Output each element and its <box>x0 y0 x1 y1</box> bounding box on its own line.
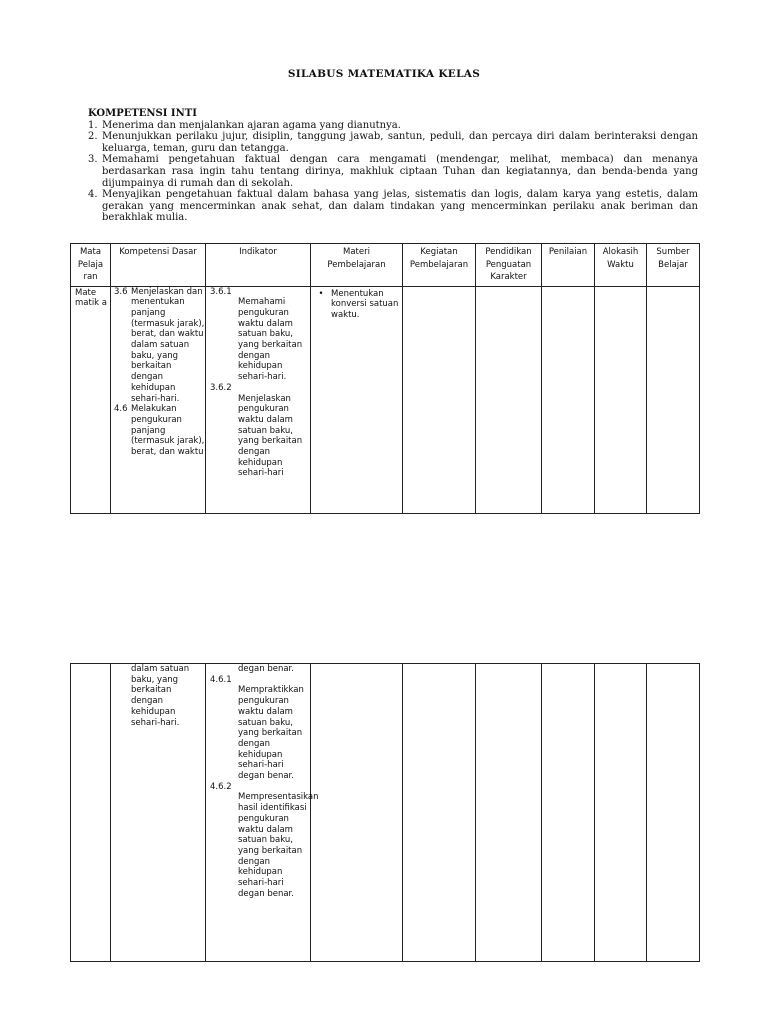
penilaian-cell <box>542 664 595 962</box>
karakter-cell <box>476 664 542 962</box>
materi-text: Menentukan konversi satuan waktu. <box>331 288 399 320</box>
subject-cell <box>71 664 111 962</box>
bullet-icon: • <box>318 288 324 299</box>
kegiatan-cell <box>403 664 476 962</box>
ki-item <box>88 189 698 224</box>
header-indikator: Indikator <box>206 244 311 287</box>
indikator-text: Mempresentasikan hasil identifikasi pengukuran waktu dalam satuan baku, yang berkaitan dengan kehidupan sehari-hari degan benar. <box>238 792 319 899</box>
kd-number <box>111 664 131 728</box>
kompetensi-dasar-cell <box>111 664 206 962</box>
kd-item <box>111 287 205 405</box>
header-sumber-belajar: Sumber Belajar <box>647 244 700 287</box>
header-kompetensi-dasar: Kompetensi Dasar <box>111 244 206 287</box>
indikator-cell <box>206 664 319 962</box>
ki-item <box>88 131 698 154</box>
alokasi-waktu-cell <box>595 664 647 962</box>
penilaian-cell <box>542 286 595 513</box>
header-materi-pembelajaran: Materi Pembelajaran <box>311 244 403 287</box>
ki-text: Menerima dan menjalankan ajaran agama yang dianutnya. <box>102 119 401 131</box>
sumber-belajar-cell <box>647 286 700 513</box>
ki-text: Menunjukkan perilaku jujur, disiplin, tanggung jawab, santun, peduli, dan percaya diri dalam berinteraksi dengan keluarga, teman, guru dan tetangga. <box>102 131 698 154</box>
indikator-number: 3.6.1 <box>210 286 232 297</box>
table-row <box>71 286 700 513</box>
ki-item <box>88 154 698 189</box>
kd-text: Menjelaskan dan menentukan panjang (termasuk jarak), berat, dan waktu dalam satuan baku, yang berkaitan dengan kehidupan sehari-hari. <box>131 286 205 404</box>
karakter-cell <box>476 286 542 513</box>
ki-text: Menyajikan pengetahuan faktual dalam bahasa yang jelas, sistematis dan logis, dalam karya yang estetis, dalam gerakan yang mencerminkan anak sehat, dan dalam tindakan yang mencerminkan perilaku anak beriman dan berakhlak mulia. <box>102 189 698 224</box>
indikator-cell <box>206 286 311 513</box>
sumber-belajar-cell <box>647 664 700 962</box>
indikator-text: Mempraktikkan pengukuran waktu dalam satuan baku, yang berkaitan dengan kehidupan sehari-hari degan benar. <box>238 685 304 782</box>
ki-number: 4. <box>88 189 98 201</box>
kd-number: 4.6 <box>114 404 128 415</box>
kd-item <box>111 664 205 728</box>
subject-cell <box>71 286 111 513</box>
indikator-number: 4.6.1 <box>210 674 232 685</box>
table-header-row <box>71 244 700 287</box>
materi-cell <box>311 664 403 962</box>
header-alokasih-waktu: Alokasih Waktu <box>595 244 647 287</box>
syllabus-table-part-1 <box>70 243 700 514</box>
kd-text: Melakukan pengukuran panjang (termasuk jarak), berat, dan waktu <box>131 404 205 458</box>
indikator-number: 4.6.2 <box>210 781 232 792</box>
table-row <box>71 664 700 962</box>
ki-text: Memahami pengetahuan faktual dengan cara mengamati (mendengar, melihat, membaca) dan menanya berdasarkan rasa ingin tahu tentang dirinya, makhluk ciptaan Tuhan dan kegiatannya, dan benda-benda yang dijumpainya di rumah dan di sekolah. <box>102 154 698 189</box>
header-pendidikan-penguatan-karakter: Pendidikan Penguatan Karakter <box>476 244 542 287</box>
ki-number: 3. <box>88 154 98 166</box>
document-title: SILABUS MATEMATIKA KELAS <box>287 68 481 80</box>
indikator-text: degan benar. <box>238 664 294 674</box>
kompetensi-inti-list <box>88 120 698 224</box>
materi-cell <box>311 286 403 513</box>
kompetensi-dasar-cell <box>111 286 206 513</box>
subject-text: Mate matik a <box>75 287 108 309</box>
ki-number: 2. <box>88 131 98 143</box>
materi-item <box>311 287 402 321</box>
header-penilaian: Penilaian <box>542 244 595 287</box>
syllabus-table-part-2 <box>70 663 700 962</box>
ki-item <box>88 120 698 132</box>
ki-number: 1. <box>88 119 98 131</box>
indikator-text: Menjelaskan pengukuran waktu dalam satuan baku, yang berkaitan dengan kehidupan sehari-hari <box>238 393 303 479</box>
alokasi-waktu-cell <box>595 286 647 513</box>
kegiatan-cell <box>403 286 476 513</box>
kompetensi-inti-section <box>88 108 698 224</box>
kd-item <box>111 404 205 458</box>
kompetensi-inti-heading: KOMPETENSI INTI <box>88 108 197 119</box>
kd-text: dalam satuan baku, yang berkaitan dengan kehidupan sehari-hari. <box>131 664 190 728</box>
header-kegiatan-pembelajaran: Kegiatan Pembelajaran <box>403 244 476 287</box>
indikator-number: 3.6.2 <box>210 382 232 393</box>
kd-number: 3.6 <box>114 286 128 297</box>
indikator-text: Memahami pengukuran waktu dalam satuan baku, yang berkaitan dengan kehidupan sehari-hari. <box>238 297 303 383</box>
header-mata-pelajaran: Mata Pelaja ran <box>71 244 111 287</box>
